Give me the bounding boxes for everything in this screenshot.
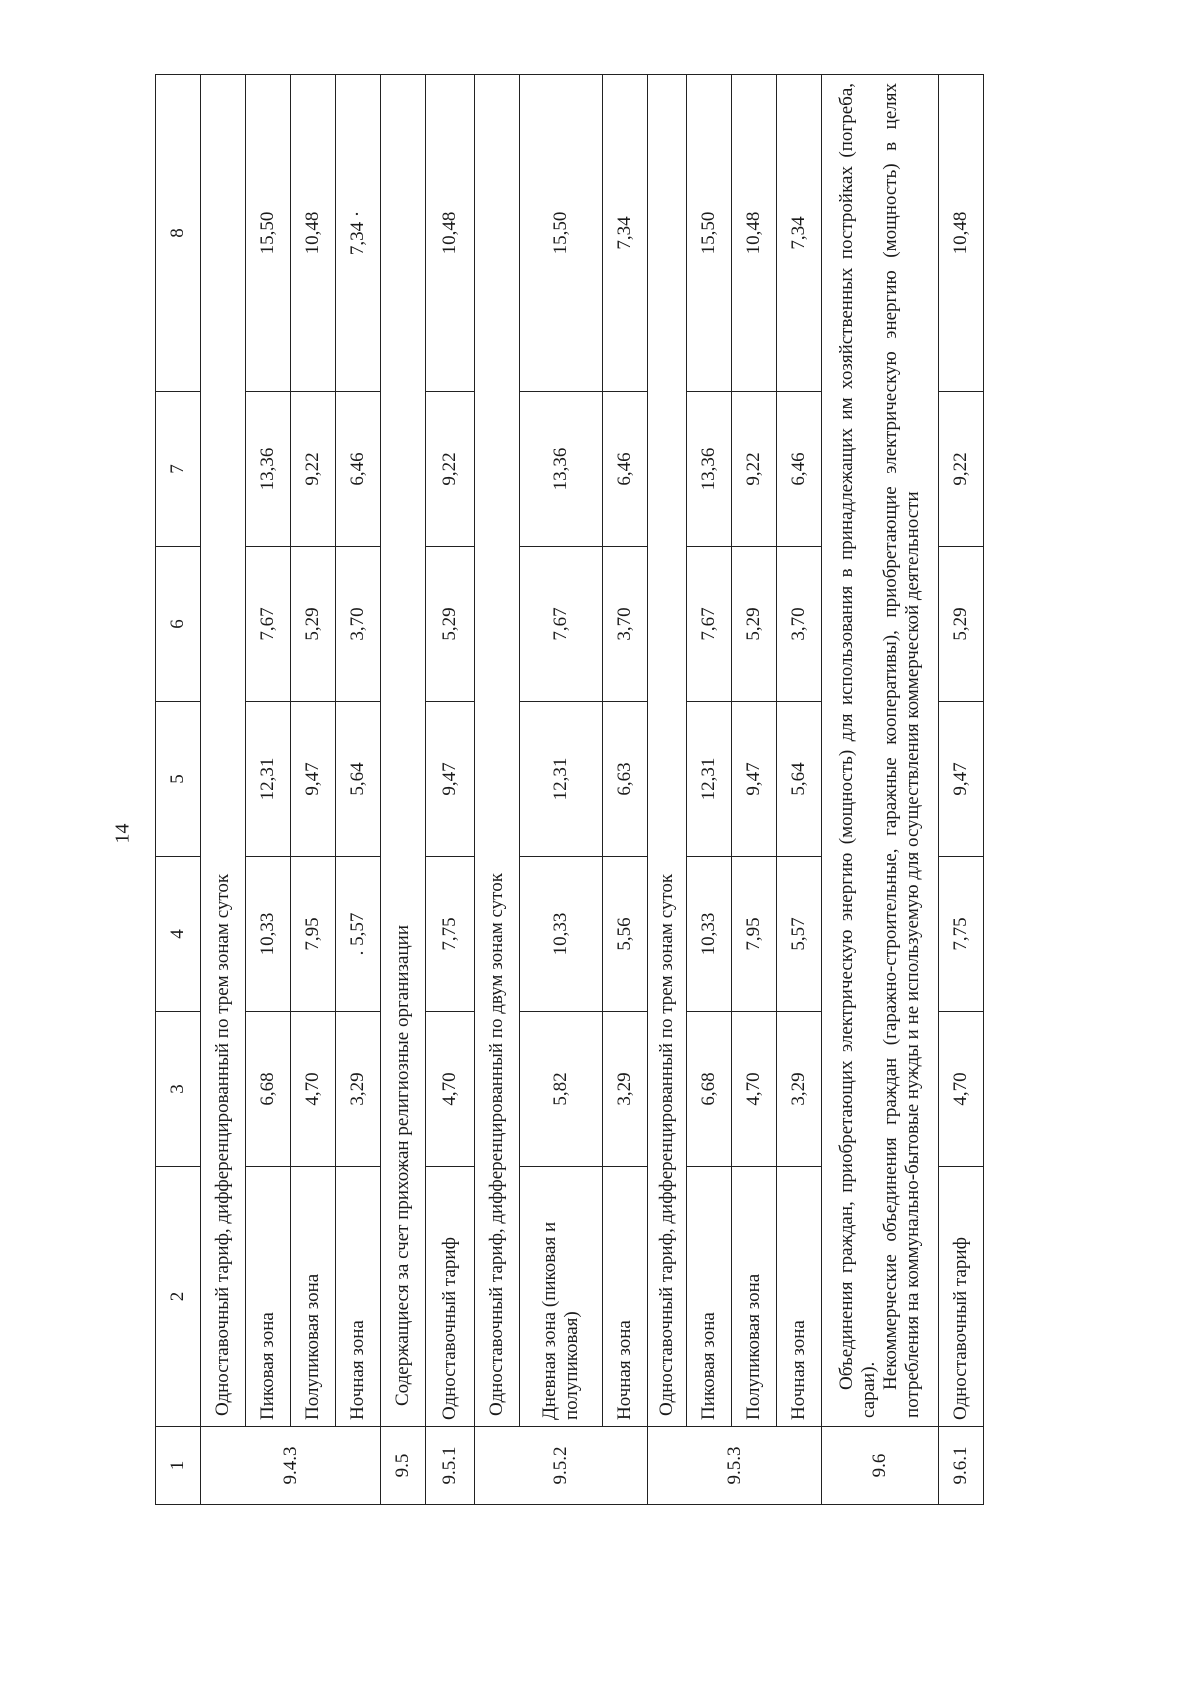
value-cell: 7,34 · — [336, 75, 381, 392]
table-row — [777, 75, 822, 1505]
tariff-label: Одноставочный тариф — [426, 1167, 475, 1427]
value-cell: 10,48 — [939, 75, 984, 392]
value-cell: 5,82 — [520, 1012, 603, 1167]
header-cell: 6 — [156, 547, 201, 702]
table-row — [246, 75, 291, 1505]
value-cell: 10,48 — [426, 75, 475, 392]
header-cell: 7 — [156, 392, 201, 547]
value-cell: 12,31 — [687, 702, 732, 857]
value-cell: 12,31 — [520, 702, 603, 857]
value-cell: 3,70 — [336, 547, 381, 702]
section-description-row — [822, 75, 939, 1505]
value-cell: 3,29 — [777, 1012, 822, 1167]
section-title-row — [475, 75, 520, 1505]
value-cell: 9,47 — [291, 702, 336, 857]
table-row — [520, 75, 603, 1505]
value-cell: 7,95 — [291, 857, 336, 1012]
value-cell: 5,29 — [426, 547, 475, 702]
value-cell: 6,68 — [246, 1012, 291, 1167]
value-cell: 5,29 — [732, 547, 777, 702]
value-cell: 6,46 — [603, 392, 648, 547]
rotated-table-wrapper — [155, 75, 1045, 1505]
value-cell: 3,70 — [603, 547, 648, 702]
value-cell: 7,67 — [687, 547, 732, 702]
header-cell: 8 — [156, 75, 201, 392]
value-cell: 10,33 — [246, 857, 291, 1012]
value-cell: 9,47 — [732, 702, 777, 857]
value-cell: 5,56 — [603, 857, 648, 1012]
section-title-row — [648, 75, 687, 1505]
value-cell: 5,29 — [939, 547, 984, 702]
zone-label: Ночная зона — [603, 1167, 648, 1427]
zone-label: Полупиковая зона — [291, 1167, 336, 1427]
header-cell: 3 — [156, 1012, 201, 1167]
header-cell: 2 — [156, 1167, 201, 1427]
table-row — [336, 75, 381, 1505]
value-cell: 5,64 — [777, 702, 822, 857]
zone-label: Ночная зона — [336, 1167, 381, 1427]
zone-label: Пиковая зона — [687, 1167, 732, 1427]
section-description — [822, 75, 939, 1427]
section-title: Одноставочный тариф, дифференцированный по трем зонам суток — [648, 75, 687, 1427]
value-cell: 7,34 — [777, 75, 822, 392]
header-row — [156, 75, 201, 1505]
value-cell: 9,47 — [426, 702, 475, 857]
value-cell: 6,46 — [336, 392, 381, 547]
value-cell: 5,64 — [336, 702, 381, 857]
table-row — [732, 75, 777, 1505]
value-cell: 4,70 — [291, 1012, 336, 1167]
value-cell: 5,29 — [291, 547, 336, 702]
header-cell: 5 — [156, 702, 201, 857]
description-paragraph: Некоммерческие объединения граждан (гаражно-строительные, гаражные кооперативы), приобретающие электрическую энергию (мощность) в целях потребления на коммунально-бытовые нужды и не используемую для осуществления коммерческой деятельности — [880, 83, 923, 1418]
value-cell: 9,22 — [732, 392, 777, 547]
value-cell: 12,31 — [246, 702, 291, 857]
value-cell: 9,22 — [939, 392, 984, 547]
value-cell: 15,50 — [246, 75, 291, 392]
table-row — [426, 75, 475, 1505]
header-cell: 4 — [156, 857, 201, 1012]
value-cell: 9,47 — [939, 702, 984, 857]
value-cell: 4,70 — [732, 1012, 777, 1167]
table-row — [603, 75, 648, 1505]
value-cell: 10,48 — [291, 75, 336, 392]
section-title: Одноставочный тариф, дифференцированный по двум зонам суток — [475, 75, 520, 1427]
row-code: 9.5.3 — [648, 1427, 822, 1505]
value-cell: 9,22 — [426, 392, 475, 547]
page-number: 14 — [111, 823, 134, 844]
value-cell: . 5,57 — [336, 857, 381, 1012]
value-cell: 13,36 — [520, 392, 603, 547]
value-cell: 7,75 — [426, 857, 475, 1012]
table-row — [291, 75, 336, 1505]
section-title-row — [381, 75, 426, 1505]
value-cell: 3,29 — [336, 1012, 381, 1167]
section-title: Одноставочный тариф, дифференцированный по трем зонам суток — [201, 75, 246, 1427]
zone-label: Ночная зона — [777, 1167, 822, 1427]
row-code: 9.4.3 — [201, 1427, 381, 1505]
value-cell: 5,57 — [777, 857, 822, 1012]
value-cell: 7,67 — [520, 547, 603, 702]
zone-label: Дневная зона (пиковая и полупиковая) — [520, 1167, 603, 1427]
value-cell: 7,34 — [603, 75, 648, 392]
value-cell: 10,48 — [732, 75, 777, 392]
value-cell: 10,33 — [687, 857, 732, 1012]
section-title-row — [201, 75, 246, 1505]
row-code: 9.5 — [381, 1427, 426, 1505]
header-cell: 1 — [156, 1427, 201, 1505]
value-cell: 6,68 — [687, 1012, 732, 1167]
value-cell: 7,75 — [939, 857, 984, 1012]
section-title: Содержащиеся за счет прихожан религиозные организации — [381, 75, 426, 1427]
value-cell: 4,70 — [426, 1012, 475, 1167]
value-cell: 15,50 — [520, 75, 603, 392]
zone-label: Пиковая зона — [246, 1167, 291, 1427]
value-cell: 15,50 — [687, 75, 732, 392]
value-cell: 13,36 — [687, 392, 732, 547]
value-cell: 3,70 — [777, 547, 822, 702]
table-row — [687, 75, 732, 1505]
tariff-table — [155, 74, 984, 1505]
value-cell: 10,33 — [520, 857, 603, 1012]
row-code: 9.5.2 — [475, 1427, 648, 1505]
row-code: 9.6 — [822, 1427, 939, 1505]
description-paragraph: Объединения граждан, приобретающих электрическую энергию (мощность) для использования в принадлежащих им хозяйственных постройках (погреба, сараи). — [836, 83, 880, 1418]
zone-label: Полупиковая зона — [732, 1167, 777, 1427]
table-row — [939, 75, 984, 1505]
row-code: 9.5.1 — [426, 1427, 475, 1505]
value-cell: 4,70 — [939, 1012, 984, 1167]
value-cell: 3,29 — [603, 1012, 648, 1167]
value-cell: 6,46 — [777, 392, 822, 547]
value-cell: 6,63 — [603, 702, 648, 857]
value-cell: 7,95 — [732, 857, 777, 1012]
row-code: 9.6.1 — [939, 1427, 984, 1505]
tariff-label: Одноставочный тариф — [939, 1167, 984, 1427]
value-cell: 7,67 — [246, 547, 291, 702]
value-cell: 13,36 — [246, 392, 291, 547]
value-cell: 9,22 — [291, 392, 336, 547]
